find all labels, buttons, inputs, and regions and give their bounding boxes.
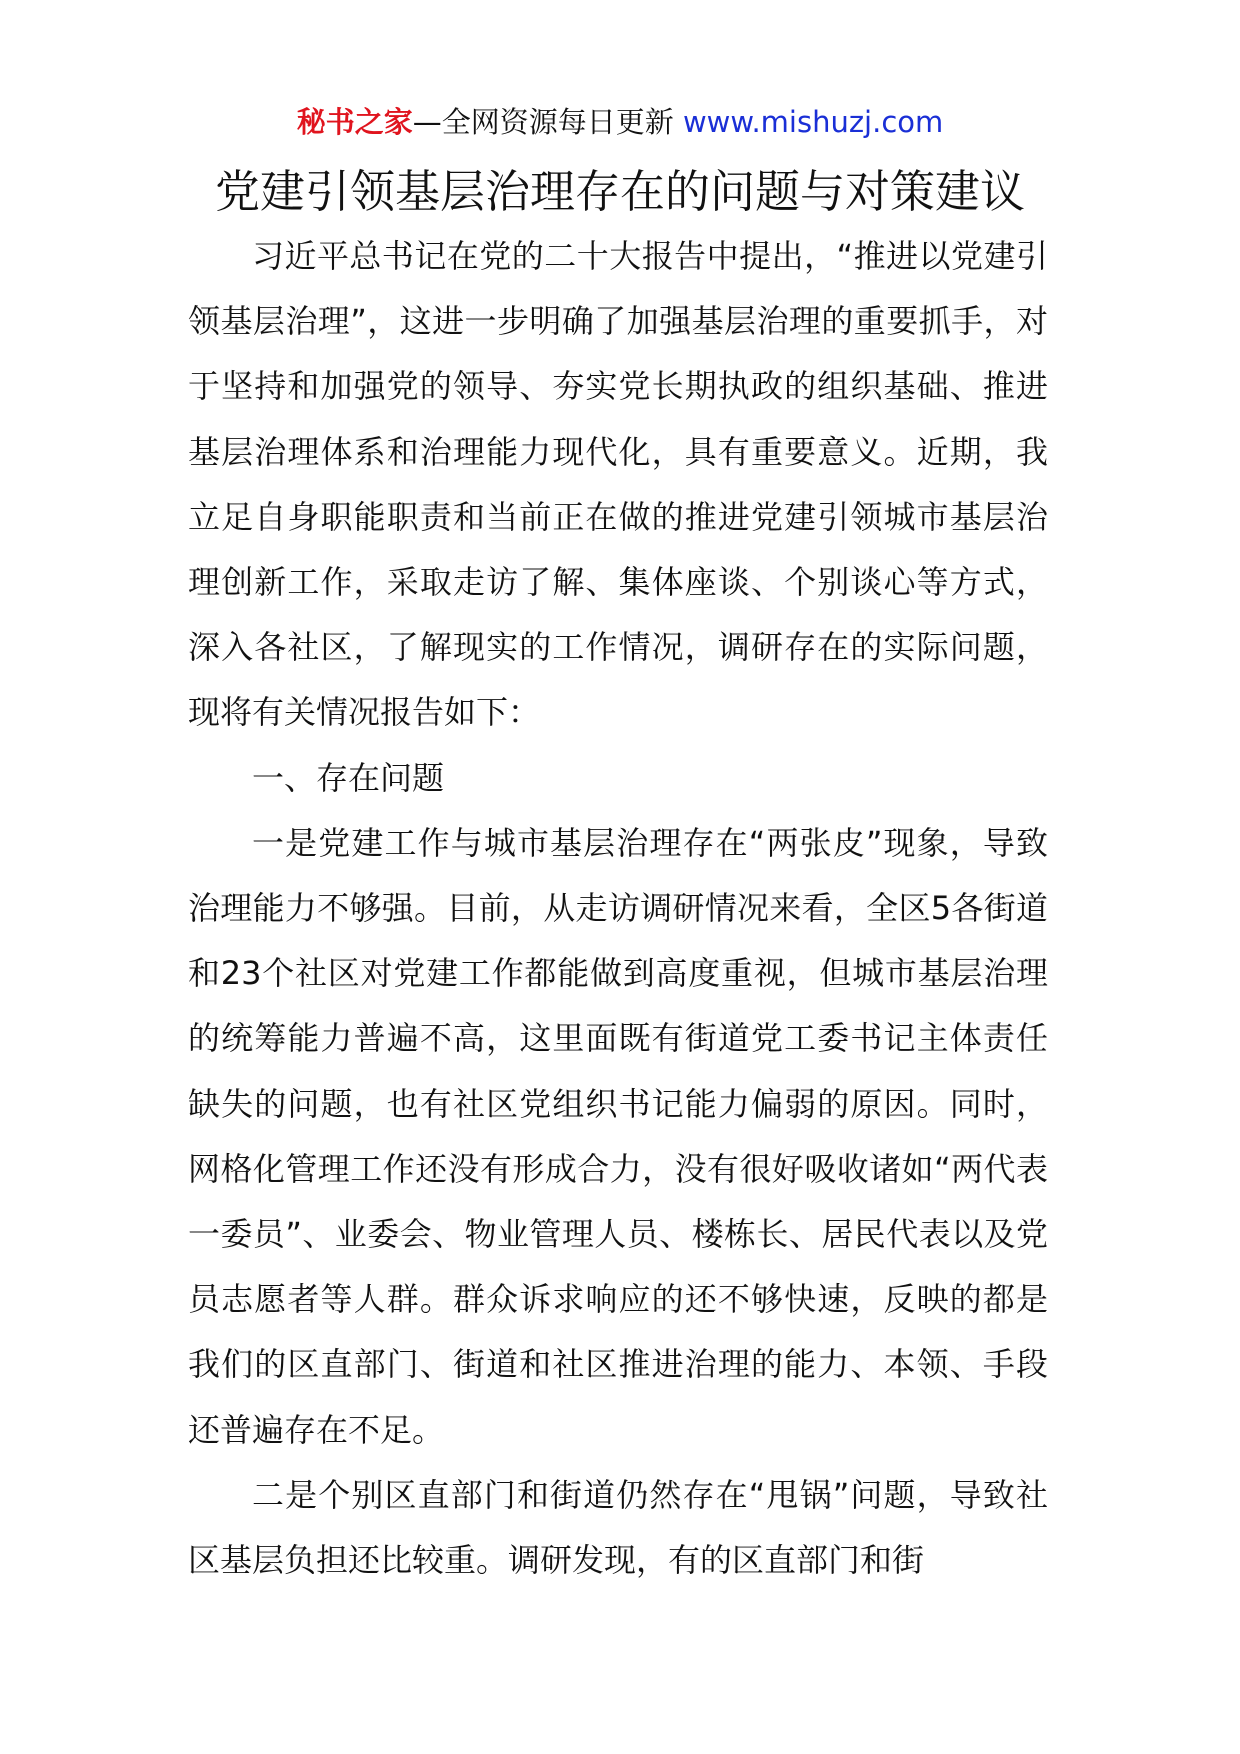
paragraph-intro: 习近平总书记在党的二十大报告中提出，“推进以党建引领基层治理”，这进一步明确了加强基层治理的重要抓手，对于坚持和加强党的领导、夯实党长期执政的组织基础、推进基层治理体系和治理能力现代化，具有重要意义。近期，我立足自身职能职责和当前正在做的推进党建引领城市基层治理创新工作，采取走访了解、集体座谈、个别谈心等方式，深入各社区，了解现实的工作情况，调研存在的实际问题，现将有关情况报告如下： bbox=[188, 237, 1048, 732]
document-body bbox=[188, 224, 1048, 1593]
header-site-link[interactable]: www.mishuzj.com bbox=[682, 105, 944, 139]
paragraph-problem-two: 二是个别区直部门和街道仍然存在“甩锅”问题，导致社区基层负担还比较重。调研发现，有的区直部门和街 bbox=[188, 1475, 1048, 1580]
header-tagline: —全网资源每日更新 bbox=[412, 105, 674, 139]
paragraph-problem-one: 一是党建工作与城市基层治理存在“两张皮”现象，导致治理能力不够强。目前，从走访调研情况来看，全区5各街道和23个社区对党建工作都能做到高度重视，但城市基层治理的统筹能力普遍不高，这里面既有街道党工委书记主体责任缺失的问题，也有社区党组织书记能力偏弱的原因。同时，网格化管理工作还没有形成合力，没有很好吸收诸如“两代表一委员”、业委会、物业管理人员、楼栋长、居民代表以及党员志愿者等人群。群众诉求响应的还不够快速，反映的都是我们的区直部门、街道和社区推进治理的能力、本领、手段还普遍存在不足。 bbox=[188, 823, 1048, 1449]
header-brand: 秘书之家 bbox=[296, 105, 413, 139]
document-title: 党建引领基层治理存在的问题与对策建议 bbox=[214, 165, 1025, 218]
page-header bbox=[0, 102, 1240, 142]
section-heading-problems: 一、存在问题 bbox=[252, 758, 445, 797]
